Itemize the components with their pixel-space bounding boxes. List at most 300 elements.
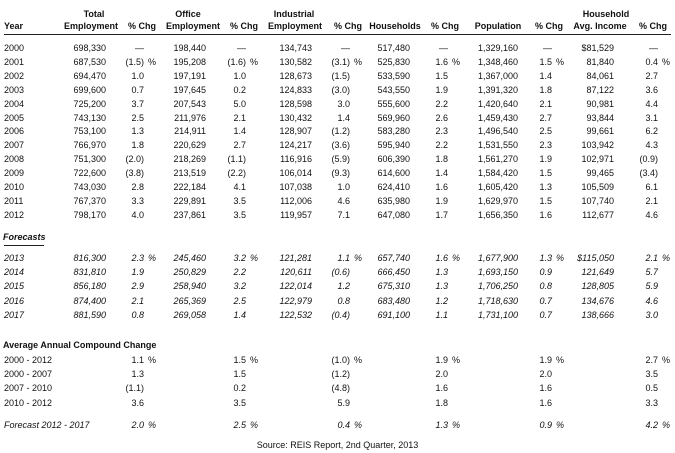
cell-population: 1,561,270 xyxy=(477,154,518,165)
cell-total-employment: 699,600 xyxy=(73,84,106,95)
cell-industrial-employment-pct: (9.3) xyxy=(331,168,350,179)
cell-year: 2005 xyxy=(4,112,25,123)
header-household-avg-income: Avg. Income xyxy=(573,21,627,31)
cell-households-pct: 1.6 xyxy=(435,182,448,192)
header-row-2 xyxy=(0,20,675,32)
cell-population-pct: 2.3 xyxy=(539,140,552,151)
cell-household-income-pct-sign: % xyxy=(662,56,671,67)
cell-year: 2011 xyxy=(4,195,24,206)
cell-industrial-employment-pct: 5.9 xyxy=(337,397,350,408)
cell-total-employment-pct: 1.1 xyxy=(131,355,144,365)
cell-office-employment-pct-sign: % xyxy=(250,420,259,430)
header-office-employment-top: Office xyxy=(175,9,201,19)
cell-total-employment-pct: 2.1 xyxy=(131,295,144,306)
cell-household-income-pct: (3.4) xyxy=(639,168,658,179)
cell-industrial-employment: 120,611 xyxy=(280,267,312,278)
cell-households-pct-sign: % xyxy=(452,355,461,365)
cell-household-income: 84,061 xyxy=(586,70,614,81)
cell-population-pct: 1.9 xyxy=(539,355,552,365)
cell-office-employment-pct: 4.1 xyxy=(233,182,246,192)
cell-period: Forecast 2012 - 2017 xyxy=(4,420,90,430)
table-row xyxy=(0,153,675,165)
table-row xyxy=(0,84,675,96)
table-row xyxy=(0,397,675,409)
cell-population: 1,329,160 xyxy=(477,43,518,53)
cell-office-employment-pct: 5.0 xyxy=(233,98,246,109)
cell-office-employment-pct: (2.2) xyxy=(227,168,246,179)
cell-total-employment: 743,130 xyxy=(73,112,106,123)
cell-households: 525,830 xyxy=(377,56,410,67)
cell-industrial-employment: 122,532 xyxy=(279,309,312,320)
cell-industrial-employment-pct: (1.0) xyxy=(331,355,350,365)
cell-total-employment-pct: 4.0 xyxy=(131,209,144,220)
cell-office-employment-pct: 3.5 xyxy=(233,397,246,408)
cell-households-pct: 1.3 xyxy=(435,420,448,430)
header-total-employment-top: Total xyxy=(83,9,105,19)
cell-households: 606,390 xyxy=(377,154,410,165)
cell-population-pct: 1.6 xyxy=(539,209,552,220)
cell-office-employment: 220,629 xyxy=(173,140,206,151)
cell-office-employment: 265,369 xyxy=(173,295,206,306)
source-note: Source: REIS Report, 2nd Quarter, 2013 xyxy=(256,440,419,450)
cell-household-income-pct: 4.3 xyxy=(645,140,658,151)
table-row xyxy=(0,125,675,137)
cell-total-employment-pct: 1.3 xyxy=(131,126,144,137)
cell-industrial-employment: 107,038 xyxy=(279,182,312,192)
cell-total-employment-pct: (3.8) xyxy=(125,168,144,179)
cell-population-pct: 2.7 xyxy=(539,112,552,123)
cell-office-employment-pct: 0.2 xyxy=(233,84,246,95)
cell-office-employment-pct: 1.0 xyxy=(233,70,246,81)
cell-population-pct: 0.7 xyxy=(539,309,552,320)
cell-office-employment-pct: 3.2 xyxy=(233,281,246,292)
cell-household-income: $115,050 xyxy=(577,253,614,263)
header-households: Households xyxy=(369,21,421,31)
table-row xyxy=(0,70,675,82)
cell-total-employment-pct-sign: % xyxy=(148,355,157,365)
cell-total-employment: 856,180 xyxy=(73,281,106,292)
header-pct-chg-households: % Chg xyxy=(431,21,459,31)
table-row xyxy=(0,252,675,264)
cell-households: 517,480 xyxy=(377,43,410,53)
cell-household-income-pct: 6.1 xyxy=(645,182,658,192)
cell-year: 2001 xyxy=(4,56,25,67)
cell-office-employment-pct: 3.5 xyxy=(233,195,246,206)
cell-population-pct-sign: % xyxy=(556,355,565,365)
cell-office-employment-pct-sign: % xyxy=(250,253,259,263)
cell-households: 666,450 xyxy=(377,267,410,278)
cell-industrial-employment: 119,957 xyxy=(280,209,312,220)
cell-population-pct: 1.5 xyxy=(539,56,552,67)
cell-total-employment-pct: 1.3 xyxy=(131,369,144,380)
cell-industrial-employment-pct: 1.2 xyxy=(337,281,350,292)
table-row xyxy=(0,181,675,193)
header-industrial-employment: Employment xyxy=(267,21,322,31)
header-industrial-employment-top: Industrial xyxy=(273,9,315,19)
cell-industrial-employment-pct: (3.6) xyxy=(331,140,350,151)
cell-population: 1,367,000 xyxy=(477,70,518,81)
cell-households-pct: 2.0 xyxy=(435,369,448,380)
cell-population-pct: 1.6 xyxy=(539,383,552,394)
cell-household-income: 128,805 xyxy=(581,281,614,292)
cell-households-pct: 1.9 xyxy=(435,84,448,95)
cell-year: 2003 xyxy=(4,84,25,95)
cell-office-employment-pct: 2.7 xyxy=(233,140,246,151)
cell-household-income: 105,509 xyxy=(581,182,614,192)
cell-industrial-employment-pct: — xyxy=(341,43,350,53)
cell-households-pct: 1.8 xyxy=(435,397,448,408)
cell-industrial-employment: 124,833 xyxy=(279,84,312,95)
cell-household-income-pct: 3.6 xyxy=(645,84,658,95)
cell-households-pct: 1.1 xyxy=(435,309,448,320)
cell-households: 614,600 xyxy=(377,168,410,179)
cell-households: 691,100 xyxy=(377,309,410,320)
cell-office-employment: 198,440 xyxy=(173,43,206,53)
cell-total-employment-pct: (2.0) xyxy=(125,154,144,165)
cell-total-employment: 798,170 xyxy=(73,209,106,220)
cell-year: 2004 xyxy=(4,98,25,109)
cell-industrial-employment-pct: (3.1) xyxy=(331,56,350,67)
cell-population-pct: 2.5 xyxy=(539,126,552,137)
cell-office-employment: 218,269 xyxy=(173,154,206,165)
cell-office-employment: 222,184 xyxy=(173,182,206,192)
cell-household-income: 99,661 xyxy=(586,126,614,137)
cell-total-employment-pct: (1.1) xyxy=(125,383,144,394)
cell-industrial-employment-pct: (0.4) xyxy=(331,309,350,320)
cell-industrial-employment-pct: (1.5) xyxy=(331,70,350,81)
cell-households-pct: 1.5 xyxy=(435,70,448,81)
cell-year: 2017 xyxy=(4,309,25,320)
cell-households: 624,410 xyxy=(377,182,410,192)
cell-population-pct: 0.9 xyxy=(539,267,552,278)
cell-industrial-employment-pct: 1.1 xyxy=(337,253,350,263)
cell-total-employment: 722,600 xyxy=(73,168,106,179)
cell-industrial-employment-pct-sign: % xyxy=(354,420,363,430)
cell-office-employment-pct: (1.6) xyxy=(227,56,246,67)
cell-population-pct: 2.0 xyxy=(539,369,552,380)
cell-households: 583,280 xyxy=(377,126,410,137)
cell-household-income-pct: 4.4 xyxy=(645,98,658,109)
cell-total-employment-pct: 0.7 xyxy=(131,84,144,95)
cell-office-employment-pct: 2.5 xyxy=(233,295,246,306)
header-pct-chg-industrial: % Chg xyxy=(334,21,362,31)
cell-households: 657,740 xyxy=(377,253,410,263)
header-pct-chg-income: % Chg xyxy=(639,21,667,31)
header-population: Population xyxy=(474,21,522,31)
cell-industrial-employment-pct-sign: % xyxy=(354,253,363,263)
cell-industrial-employment: 128,907 xyxy=(279,126,312,137)
cell-office-employment-pct: 1.4 xyxy=(233,126,246,137)
cell-office-employment-pct-sign: % xyxy=(250,355,259,365)
cell-office-employment-pct: (1.1) xyxy=(227,154,246,165)
cell-household-income-pct: 0.5 xyxy=(645,383,658,394)
cell-total-employment-pct: (1.5) xyxy=(125,56,144,67)
cell-population-pct-sign: % xyxy=(556,420,565,430)
cell-office-employment-pct: 0.2 xyxy=(233,383,246,394)
cell-household-income-pct-sign: % xyxy=(662,355,671,365)
cell-industrial-employment-pct: 3.0 xyxy=(337,98,350,109)
cell-office-employment: 207,543 xyxy=(173,98,206,109)
cell-office-employment: 245,460 xyxy=(173,253,206,263)
table-row xyxy=(0,309,675,321)
cell-population-pct: 0.9 xyxy=(539,420,552,430)
cell-households-pct: 1.9 xyxy=(435,355,448,365)
cell-household-income-pct: 2.1 xyxy=(645,253,658,263)
cell-industrial-employment: 116,916 xyxy=(280,154,312,165)
cell-office-employment: 214,911 xyxy=(174,126,206,137)
cell-office-employment: 269,058 xyxy=(173,309,206,320)
cell-household-income: 134,676 xyxy=(581,295,614,306)
cell-office-employment-pct: 3.2 xyxy=(233,253,246,263)
cell-industrial-employment: 112,006 xyxy=(280,195,312,206)
cell-year: 2000 xyxy=(4,43,25,53)
cell-population: 1,693,150 xyxy=(477,267,518,278)
cell-total-employment-pct: 1.0 xyxy=(131,70,144,81)
forecasts-heading-rule xyxy=(4,245,44,246)
cell-total-employment-pct: 1.8 xyxy=(131,140,144,151)
cell-industrial-employment: 106,014 xyxy=(279,168,312,179)
cell-total-employment-pct: 2.3 xyxy=(131,253,144,263)
header-office-employment: Employment xyxy=(165,21,220,31)
cell-office-employment-pct: 1.4 xyxy=(233,309,246,320)
cell-households-pct: 2.2 xyxy=(435,98,448,109)
cell-industrial-employment-pct: 7.1 xyxy=(337,209,350,220)
cell-households-pct: 1.7 xyxy=(435,209,448,220)
cell-total-employment-pct: 2.9 xyxy=(131,281,144,292)
cell-industrial-employment-pct: 4.6 xyxy=(337,195,350,206)
table-row xyxy=(0,295,675,307)
cell-households-pct-sign: % xyxy=(452,420,461,430)
forecasts-heading: Forecasts xyxy=(3,232,46,242)
cell-household-income-pct: 4.6 xyxy=(645,209,658,220)
cell-household-income: 107,740 xyxy=(581,195,614,206)
cell-households: 683,480 xyxy=(377,295,410,306)
cell-household-income: 103,942 xyxy=(581,140,614,151)
cell-population: 1,706,250 xyxy=(477,281,518,292)
cell-household-income-pct: 3.5 xyxy=(645,369,658,380)
cell-year: 2006 xyxy=(4,126,25,137)
cell-population-pct-sign: % xyxy=(556,56,565,67)
cell-office-employment-pct-sign: % xyxy=(250,56,259,67)
cell-households-pct: — xyxy=(439,43,448,53)
cell-industrial-employment: 134,743 xyxy=(279,43,312,53)
cell-industrial-employment: 121,281 xyxy=(279,253,312,263)
cell-population: 1,731,100 xyxy=(477,309,518,320)
cell-office-employment-pct: 1.5 xyxy=(233,355,246,365)
cell-households-pct: 1.2 xyxy=(435,295,448,306)
table-row xyxy=(0,139,675,151)
cell-households-pct: 1.3 xyxy=(435,281,448,292)
cell-households-pct: 2.6 xyxy=(435,112,448,123)
cell-total-employment-pct: 2.8 xyxy=(131,182,144,192)
cell-population-pct: 1.3 xyxy=(539,253,552,263)
cell-total-employment: 767,370 xyxy=(73,195,106,206)
cell-households-pct: 1.6 xyxy=(435,383,448,394)
header-household-income-top: Household xyxy=(582,9,630,19)
cell-population: 1,391,320 xyxy=(477,84,518,95)
cell-household-income: 81,840 xyxy=(586,56,614,67)
cell-office-employment-pct: 2.5 xyxy=(233,420,246,430)
cell-population-pct: 1.5 xyxy=(539,195,552,206)
cell-total-employment: 881,590 xyxy=(73,309,106,320)
cell-total-employment: 698,330 xyxy=(73,43,106,53)
table-row xyxy=(0,112,675,124)
table-row xyxy=(0,195,675,207)
cell-household-income-pct: 6.2 xyxy=(645,126,658,137)
cell-households: 569,960 xyxy=(377,112,410,123)
cell-office-employment-pct: 2.2 xyxy=(233,267,246,278)
cell-household-income: 90,981 xyxy=(586,98,614,109)
cell-population: 1,584,420 xyxy=(477,168,518,179)
cell-household-income-pct: 0.4 xyxy=(645,56,658,67)
cell-office-employment-pct: — xyxy=(237,43,246,53)
cell-households: 675,310 xyxy=(377,281,410,292)
cell-industrial-employment-pct: (1.2) xyxy=(331,369,350,380)
cell-total-employment: 751,300 xyxy=(73,154,106,165)
cell-household-income-pct: 2.7 xyxy=(645,70,658,81)
cell-population-pct: 2.1 xyxy=(539,98,552,109)
cell-total-employment-pct-sign: % xyxy=(148,56,157,67)
cell-industrial-employment: 122,979 xyxy=(279,295,312,306)
cell-households: 647,080 xyxy=(377,209,410,220)
cell-total-employment: 753,100 xyxy=(73,126,106,137)
cell-household-income-pct: 3.3 xyxy=(645,397,658,408)
table-row xyxy=(0,266,675,278)
cell-households-pct-sign: % xyxy=(452,56,461,67)
cell-total-employment: 874,400 xyxy=(73,295,106,306)
cell-population: 1,496,540 xyxy=(477,126,518,137)
cell-industrial-employment: 130,432 xyxy=(279,112,312,123)
table-row-forecast-cagr xyxy=(0,419,675,431)
cell-households: 635,980 xyxy=(377,195,410,206)
cell-households: 595,940 xyxy=(377,140,410,151)
cell-households: 555,600 xyxy=(377,98,410,109)
cell-household-income: 87,122 xyxy=(586,84,614,95)
cell-total-employment-pct: 1.9 xyxy=(131,267,144,278)
cell-household-income-pct: 3.0 xyxy=(645,309,658,320)
cell-office-employment: 211,976 xyxy=(174,112,206,123)
cell-household-income: 102,971 xyxy=(581,154,614,165)
cell-household-income-pct: 2.1 xyxy=(645,195,658,206)
cell-office-employment: 197,191 xyxy=(173,70,206,81)
cell-household-income-pct: 4.6 xyxy=(645,295,658,306)
cell-industrial-employment-pct: (4.8) xyxy=(331,383,350,394)
cell-population: 1,718,630 xyxy=(477,295,518,306)
cell-household-income: 112,677 xyxy=(582,209,614,220)
cell-period: 2000 - 2007 xyxy=(4,369,53,380)
cell-industrial-employment-pct: 1.0 xyxy=(337,182,350,192)
cell-industrial-employment: 124,217 xyxy=(279,140,312,151)
cell-households-pct: 1.8 xyxy=(435,154,448,165)
cell-total-employment-pct: 3.6 xyxy=(131,397,144,408)
cell-household-income: 93,844 xyxy=(586,112,614,123)
cell-total-employment: 687,530 xyxy=(73,56,106,67)
cell-total-employment: 766,970 xyxy=(73,140,106,151)
cell-household-income-pct-sign: % xyxy=(662,253,671,263)
table-row xyxy=(0,56,675,68)
cell-household-income-pct: (0.9) xyxy=(639,154,658,165)
cell-household-income-pct-sign: % xyxy=(662,420,671,430)
cell-industrial-employment-pct: (5.9) xyxy=(331,154,350,165)
cell-total-employment: 725,200 xyxy=(73,98,106,109)
table-row xyxy=(0,98,675,110)
cell-year: 2014 xyxy=(4,267,25,278)
cell-industrial-employment-pct: 1.4 xyxy=(337,112,350,123)
cell-population-pct: 0.8 xyxy=(539,281,552,292)
cell-households-pct: 1.9 xyxy=(435,195,448,206)
cell-industrial-employment-pct: 0.8 xyxy=(337,295,350,306)
cell-office-employment-pct: 2.1 xyxy=(233,112,246,123)
table-row xyxy=(0,167,675,179)
cell-household-income-pct: 4.2 xyxy=(645,420,658,430)
cell-households-pct: 1.3 xyxy=(435,267,448,278)
cell-year: 2009 xyxy=(4,168,25,179)
cell-office-employment: 213,519 xyxy=(173,168,206,179)
cell-household-income-pct: 2.7 xyxy=(645,355,658,365)
header-year: Year xyxy=(4,21,24,31)
cell-population: 1,420,640 xyxy=(477,98,518,109)
cell-household-income: $81,529 xyxy=(581,43,614,53)
cell-total-employment-pct: 0.8 xyxy=(131,309,144,320)
cell-industrial-employment-pct-sign: % xyxy=(354,355,363,365)
cell-office-employment: 237,861 xyxy=(173,209,206,220)
cell-total-employment-pct-sign: % xyxy=(148,253,157,263)
table-row xyxy=(0,209,675,221)
cell-industrial-employment-pct: 0.4 xyxy=(337,420,350,430)
cell-households: 533,590 xyxy=(377,70,410,81)
cell-year: 2002 xyxy=(4,70,25,81)
cell-office-employment-pct: 1.5 xyxy=(233,369,246,380)
cell-households: 543,550 xyxy=(377,84,410,95)
table-row xyxy=(0,382,675,394)
cell-population: 1,629,970 xyxy=(477,195,518,206)
cell-total-employment-pct: 2.0 xyxy=(131,420,144,430)
cell-office-employment-pct: 3.5 xyxy=(233,209,246,220)
header-rule xyxy=(4,34,671,35)
cell-office-employment: 229,891 xyxy=(173,195,206,206)
cell-period: 2000 - 2012 xyxy=(4,355,53,365)
table-row xyxy=(0,280,675,292)
cell-office-employment: 197,645 xyxy=(173,84,206,95)
cell-population-pct: 1.6 xyxy=(539,397,552,408)
cell-total-employment-pct: 2.5 xyxy=(131,112,144,123)
cell-population: 1,677,900 xyxy=(477,253,518,263)
table-row xyxy=(0,354,675,366)
cell-industrial-employment-pct: (0.6) xyxy=(331,267,350,278)
cell-industrial-employment-pct: (3.0) xyxy=(331,84,350,95)
header-row-1 xyxy=(0,8,675,20)
cell-population-pct: 1.8 xyxy=(539,84,552,95)
cell-household-income-pct: 3.1 xyxy=(645,112,658,123)
cell-total-employment: 694,470 xyxy=(73,70,106,81)
cell-population-pct: — xyxy=(543,43,552,53)
cell-year: 2013 xyxy=(4,253,25,263)
cell-office-employment: 195,208 xyxy=(173,56,206,67)
cell-total-employment-pct: — xyxy=(135,43,144,53)
cell-population: 1,459,430 xyxy=(477,112,518,123)
cell-population: 1,605,420 xyxy=(477,182,518,192)
cell-household-income-pct: — xyxy=(649,43,658,53)
cell-year: 2012 xyxy=(4,209,25,220)
cell-industrial-employment-pct-sign: % xyxy=(354,56,363,67)
cell-industrial-employment-pct: (1.2) xyxy=(331,126,350,137)
cell-household-income: 99,465 xyxy=(586,168,614,179)
cell-household-income-pct: 5.9 xyxy=(645,281,658,292)
cell-population-pct: 1.9 xyxy=(539,154,552,165)
cell-industrial-employment: 128,598 xyxy=(279,98,312,109)
table-row xyxy=(0,368,675,380)
cell-period: 2007 - 2010 xyxy=(4,383,53,394)
